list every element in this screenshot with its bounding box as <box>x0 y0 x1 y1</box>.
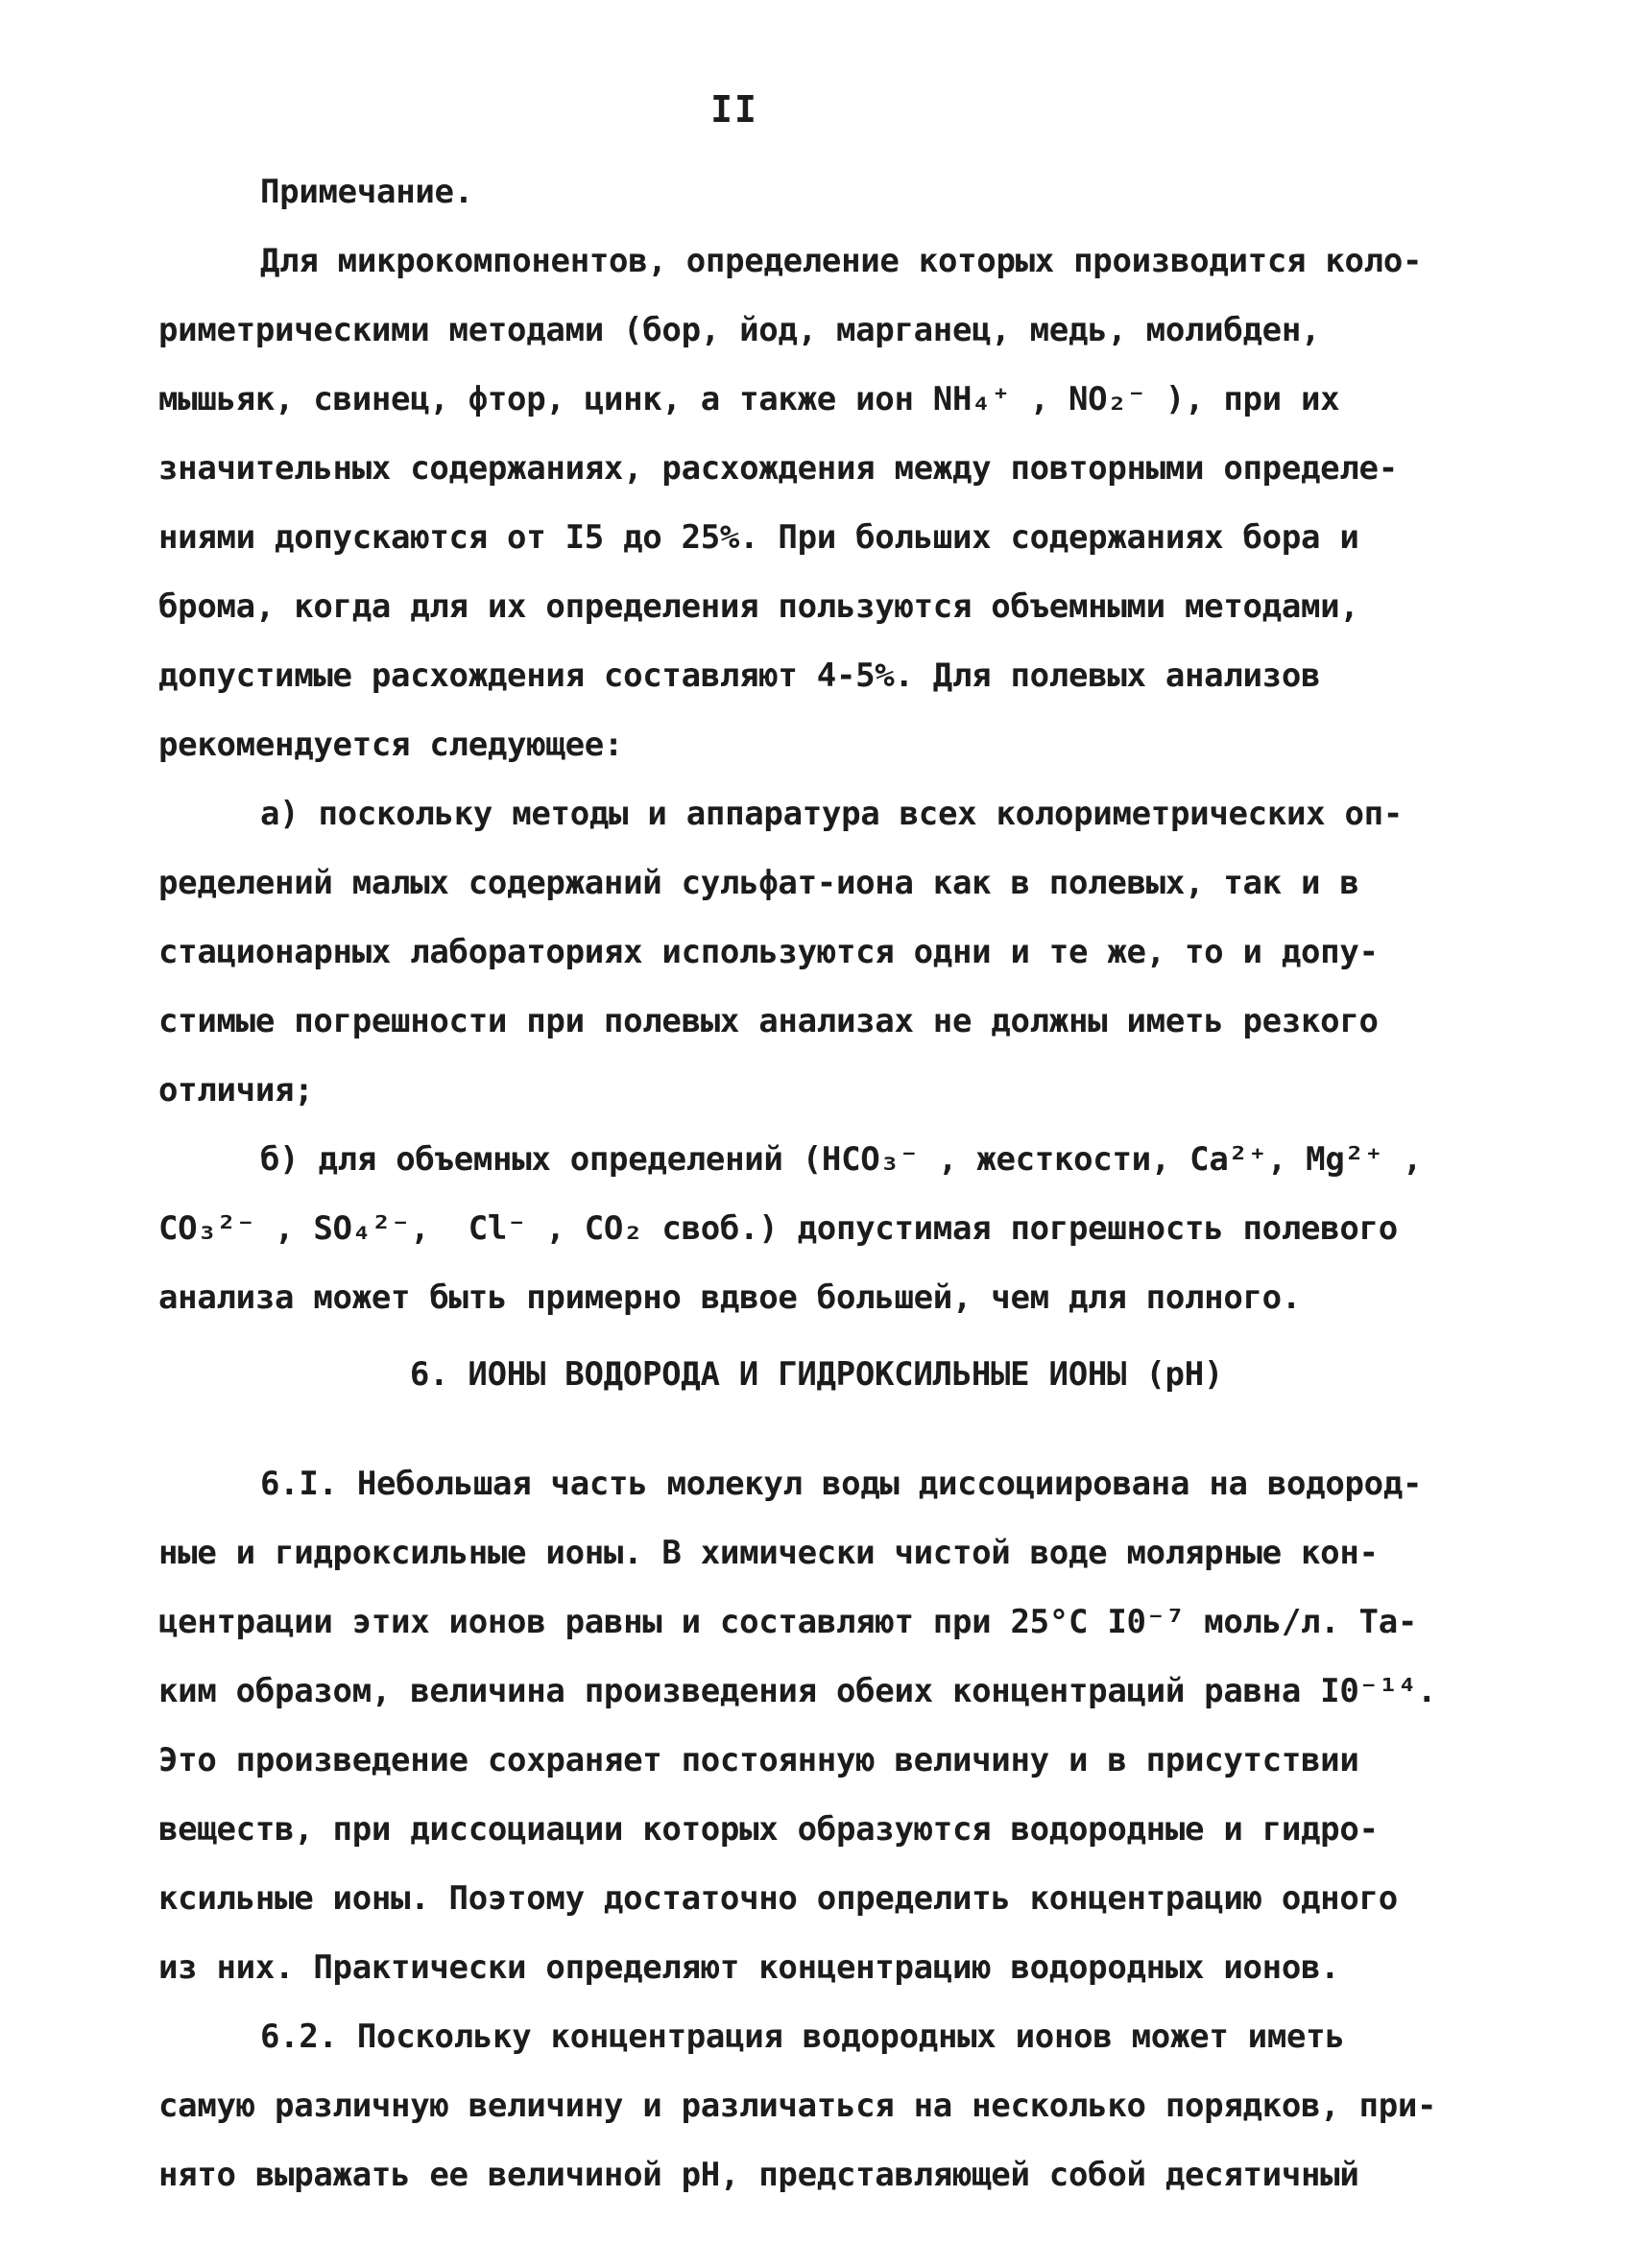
note-title: Примечание. <box>260 173 473 211</box>
item-b-line: б) для объемных определений (HCO₃⁻ , жесткости, Ca²⁺, Mg²⁺ , <box>260 1140 1423 1179</box>
p61-line: из них. Практически определяют концентрацию водородных ионов. <box>158 1948 1340 1987</box>
section-body <box>158 1449 1445 2209</box>
p61-line: веществ, при диссоциации которых образуются водородные и гидро- <box>158 1810 1379 1849</box>
item-a-line: ределений малых содержаний сульфат-иона как в полевых, так и в <box>158 864 1359 902</box>
p61-line: центрации этих ионов равны и составляют при 25°C I0⁻⁷ моль/л. Та- <box>158 1603 1418 1641</box>
p61-line: ким образом, величина произведения обеих концентраций равна I0⁻¹⁴. <box>158 1672 1437 1710</box>
p61-line: 6.I. Небольшая часть молекул воды диссоциирована на водород- <box>260 1465 1423 1503</box>
note-line: брома, когда для их определения пользуются объемными методами, <box>158 587 1359 626</box>
item-b-line: анализа может быть примерно вдвое большей, чем для полного. <box>158 1278 1302 1317</box>
note-line: значительных содержаниях, расхождения между повторными определе- <box>158 449 1398 488</box>
note-line: Для микрокомпонентов, определение которых производится коло- <box>260 242 1423 280</box>
note-line: ниями допускаются от I5 до 25%. При больших содержаниях бора и <box>158 518 1359 557</box>
item-a-line: стимые погрешности при полевых анализах не должны иметь резкого <box>158 1002 1379 1040</box>
note-line: рекомендуется следующее: <box>158 726 624 764</box>
note-line: мышьяк, свинец, фтор, цинк, а также ион NH₄⁺ , NO₂⁻ ), при их <box>158 380 1340 418</box>
p62-line: самую различную величину и различаться на несколько порядков, при- <box>158 2087 1437 2125</box>
p61-line: Это произведение сохраняет постоянную величину и в присутствии <box>158 1741 1359 1779</box>
page-number: II <box>710 88 758 131</box>
item-a-line: стационарных лабораториях используются одни и те же, то и допу- <box>158 933 1379 971</box>
item-a-line: а) поскольку методы и аппаратура всех колориметрических оп- <box>260 795 1404 833</box>
p62-line: нято выражать ее величиной pH, представляющей собой десятичный <box>158 2156 1359 2194</box>
p61-line: ные и гидроксильные ионы. В химически чистой воде молярные кон- <box>158 1534 1379 1572</box>
p61-line: ксильные ионы. Поэтому достаточно определить концентрацию одного <box>158 1879 1398 1918</box>
note-line: допустимые расхождения составляют 4-5%. Для полевых анализов <box>158 657 1321 695</box>
note-line: риметрическими методами (бор, йод, марганец, медь, молибден, <box>158 311 1321 349</box>
p62-line: 6.2. Поскольку концентрация водородных ионов может иметь <box>260 2017 1345 2056</box>
item-a-line: отличия; <box>158 1071 314 1110</box>
section-heading: 6. ИОНЫ ВОДОРОДА И ГИДРОКСИЛЬНЫЕ ИОНЫ (pH) <box>409 1355 1224 1394</box>
item-b-line: CO₃²⁻ , SO₄²⁻, Cl⁻ , CO₂ своб.) допустимая погрешность полевого <box>158 1209 1398 1248</box>
note-block <box>158 157 1445 1332</box>
